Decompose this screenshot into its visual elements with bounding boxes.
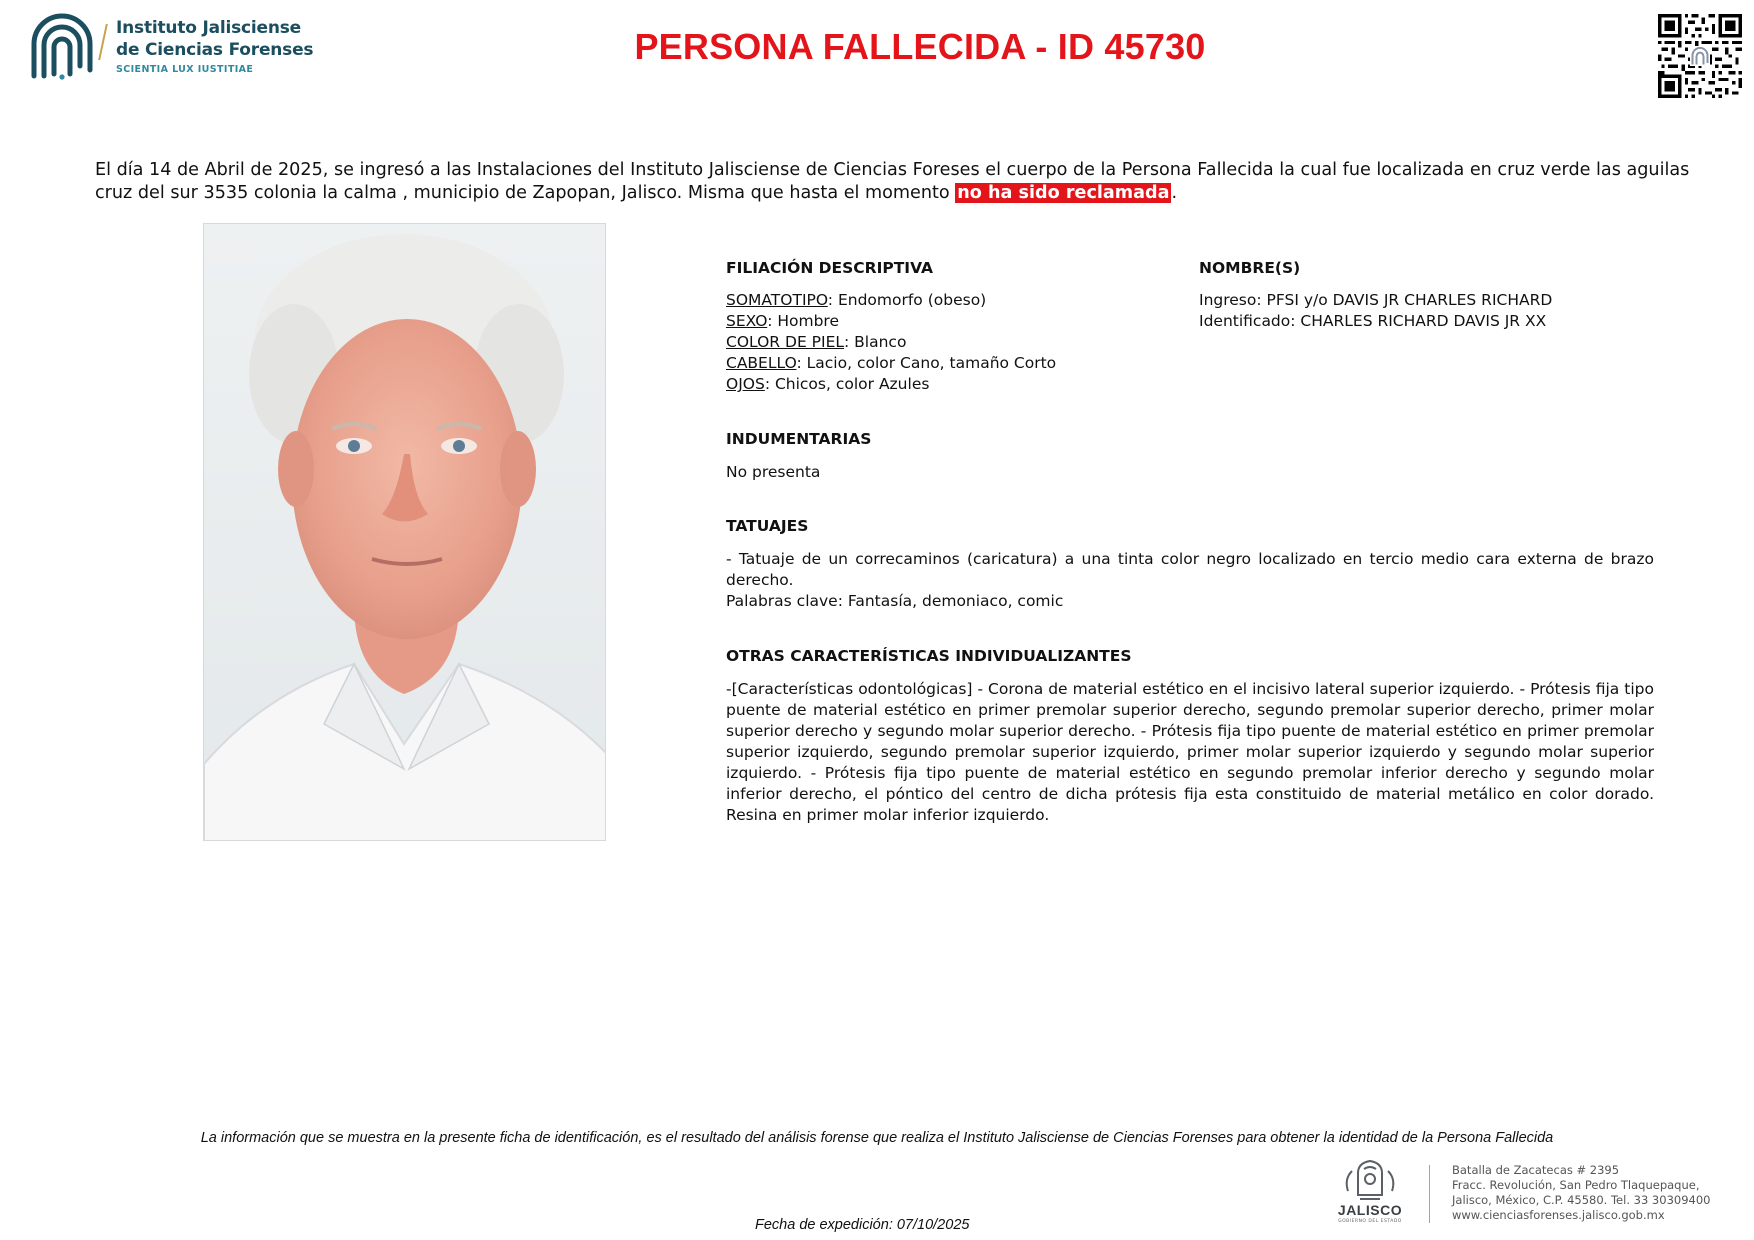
filiacion-value: : Chicos, color Azules [764,375,930,393]
logo-name-line2: de Ciencias Forenses [116,40,314,60]
filiacion-value: : Endomorfo (obeso) [827,291,987,309]
qr-code[interactable] [1658,14,1742,98]
nombres-heading: NOMBRE(S) [1199,259,1301,277]
address-line: Batalla de Zacatecas # 2395 [1452,1163,1620,1177]
address-line: Fracc. Revolución, San Pedro Tlaquepaque, [1452,1178,1700,1192]
jalisco-logo [1330,1155,1410,1227]
filiacion-row [726,353,1166,374]
filiacion-list [726,290,1166,395]
filiacion-label: SOMATOTIPO [726,291,828,309]
indumentarias-heading: INDUMENTARIAS [726,430,872,448]
website-link[interactable]: www.cienciasforenses.jalisco.gob.mx [1452,1208,1665,1222]
address-line: Jalisco, México, C.P. 45580. Tel. 33 30309400 [1452,1193,1711,1207]
intro-text-end: . [1171,183,1178,203]
otras-text: -[Características odontológicas] - Corona de material estético en el incisivo lateral superior izquierdo. - Prótesis fija tipo puente de material estético en primer premolar superior derecho, segundo premolar superior derecho, primer molar superior derecho y segundo molar superior derecho. - Prótesis fija tipo puente de material estético en primer premolar superior izquierdo, segundo premolar superior izquierdo, primer molar superior izquierdo y segundo molar superior izquierdo. - Prótesis fija tipo puente de material estético en segundo premolar inferior derecho y segundo molar inferior derecho, el póntico del centro de dicha prótesis fija esta constituido de material metálico en color dorado. Resina en primer molar inferior izquierdo. [726,680,1654,824]
disclaimer: La información que se muestra en la presente ficha de identificación, es el resultado del análisis forense que realiza el Instituto Jalisciense de Ciencias Forenses para obtener la identidad de la Persona Fallecida [200,1130,1554,1146]
filiacion-heading: FILIACIÓN DESCRIPTIVA [726,259,934,277]
jalisco-crest-icon [1330,1155,1410,1205]
page-title: PERSONA FALLECIDA - ID 45730 [634,26,1206,67]
otras-heading: OTRAS CARACTERÍSTICAS INDIVIDUALIZANTES [726,647,1132,665]
filiacion-label: OJOS [726,375,765,393]
logo-motto: SCIENTIA LUX IUSTITIAE [116,64,254,75]
person-photo [203,223,606,841]
jalisco-label: JALISCO [1337,1202,1403,1218]
intro-paragraph [95,159,1705,205]
filiacion-label: SEXO [726,312,768,330]
tatuajes-block [726,549,1654,612]
nombre-identificado: Identificado: CHARLES RICHARD DAVIS JR XX [1199,312,1547,330]
tatuajes-keywords: Palabras clave: Fantasía, demoniaco, comic [726,592,1064,610]
logo-name-line1: Instituto Jalisciense [116,18,302,38]
indumentarias-text: No presenta [726,463,821,481]
filiacion-value: : Hombre [767,312,839,330]
status-badge: no ha sido reclamada [957,183,1170,203]
issue-date: Fecha de expedición: 07/10/2025 [755,1217,970,1233]
intro-text: El día 14 de Abril de 2025, se ingresó a las Instalaciones del Instituto Jalisciense de Ciencias Foreses el cuerpo de la Persona Fallecida la cual fue localizada en cruz verde las aguilas cruz del sur 3535 colonia la calma , municipio de Zapopan, Jalisco. Misma que hasta el momento [95,160,1690,203]
nombre-ingreso: Ingreso: PFSI y/o DAVIS JR CHARLES RICHARD [1199,291,1553,309]
filiacion-row [726,332,1166,353]
jalisco-sub: GOBIERNO DEL ESTADO [1338,1219,1402,1224]
tatuajes-heading: TATUAJES [726,517,809,535]
nombres-list [1199,290,1699,332]
filiacion-value: : Blanco [844,333,907,351]
filiacion-label: COLOR DE PIEL [726,333,845,351]
filiacion-row [726,290,1166,311]
portrait-image [204,224,606,841]
footer-divider [1429,1165,1430,1223]
filiacion-label: CABELLO [726,354,797,372]
filiacion-value: : Lacio, color Cano, tamaño Corto [796,354,1057,372]
filiacion-row [726,374,1166,395]
qr-code-icon [1658,14,1742,98]
tatuajes-description: - Tatuaje de un correcaminos (caricatura) a una tinta color negro localizado en tercio medio cara externa de brazo derecho. [726,550,1654,589]
institute-address [1452,1163,1710,1223]
filiacion-row [726,311,1166,332]
